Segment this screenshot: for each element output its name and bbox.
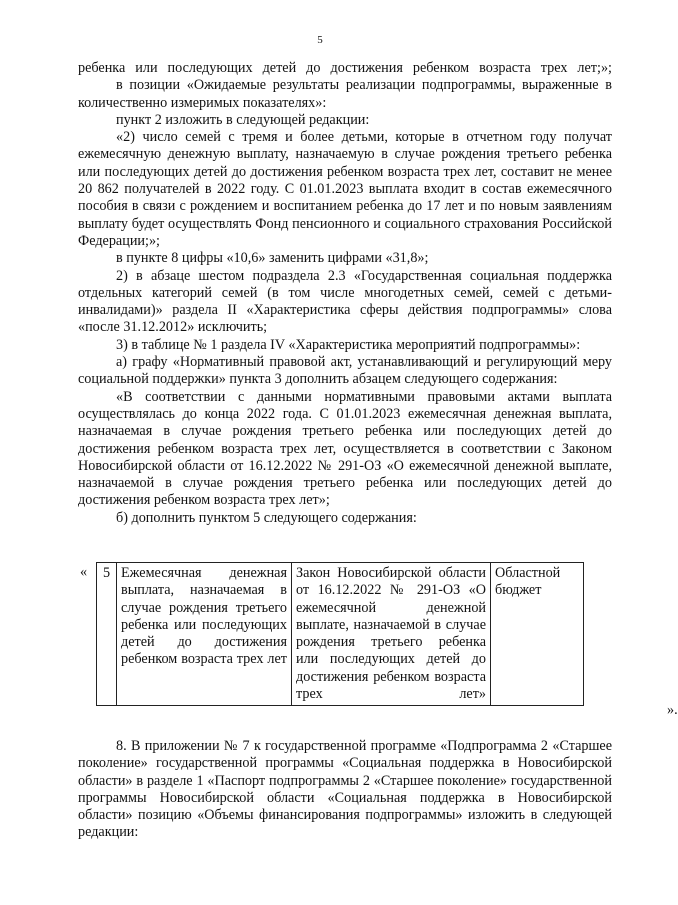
paragraph: а) графу «Нормативный правовой акт, устанавливающий и регулирующий меру социальной поддержки» пункта 3 дополнить абзацем следующего содержания: [78, 354, 612, 388]
law-text: Закон Новосибирской области от 16.12.2022 № 291-ОЗ «О ежемесячной денежной выплате, назначаемой в случае рождения третьего ребенка или последующих детей до достижения ребенком возраста трех лет» [296, 565, 486, 703]
paragraph: б) дополнить пунктом 5 следующего содержания: [116, 509, 417, 526]
table-cell-budget [491, 563, 584, 706]
paragraph: в пункте 8 цифры «10,6» заменить цифрами «31,8»; [116, 250, 429, 267]
measure-text: Ежемесячная денежная выплата, назначаемая в случае рождения третьего ребенка или последующих детей до достижения ребенком возраста трех лет [121, 565, 287, 668]
page-number: 5 [317, 34, 323, 46]
table-cell-number: 5 [97, 563, 117, 706]
table-close-quote: ». [667, 702, 678, 718]
paragraph: 3) в таблице № 1 раздела IV «Характеристика мероприятий подпрограммы»: [116, 336, 581, 353]
insert-table [96, 562, 584, 706]
paragraph: ребенка или последующих детей до достижения ребенком возраста трех лет;»; [78, 60, 612, 76]
paragraph: 2) в абзаце шестом подраздела 2.3 «Государственная социальная поддержка отдельных категорий семей (в том числе многодетных семей, семей с детьми-инвалидами)» раздела II «Характеристика сферы действия подпрограммы» слова «после 31.12.2012» исключить; [78, 267, 612, 336]
table-cell-law [292, 563, 491, 706]
paragraph: «2) число семей с тремя и более детьми, которые в отчетном году получат ежемесячную денежную выплату, назначаемую в случае рождения третьего ребенка или последующих детей до достижения ребенком возраста трех лет, составит не менее 20 862 получателей в 2022 году. С 01.01.2023 выплата входит в состав ежемесячного пособия в связи с рождением и воспитанием ребенка до 17 лет и по новым заявлениям выплату будет осуществлять Фонд пенсионного и социального страхования Российской Федерации;»; [78, 129, 612, 249]
insert-table-block [78, 562, 678, 722]
table-row [97, 563, 584, 706]
paragraph: «В соответствии с данными нормативными правовыми актами выплата осуществлялась до конца 2022 года. С 01.01.2023 ежемесячная денежная выплата, назначаемая в случае рождения третьего ребенка или последующих детей до достижения ребенком возраста трех лет, осуществляется в соответствии с Законом Новосибирской области от 16.12.2022 № 291-ОЗ «О ежемесячной денежной выплате, назначаемой в случае рождения третьего ребенка или последующих детей до достижения ребенком возраста трех лет»; [78, 388, 612, 509]
budget-text: Областной бюджет [495, 565, 561, 599]
table-cell-measure [117, 563, 292, 706]
table-open-quote: « [80, 564, 88, 580]
after-table-section [78, 738, 612, 842]
paragraph: пункт 2 изложить в следующей редакции: [116, 111, 370, 128]
paragraph: в позиции «Ожидаемые результаты реализации подпрограммы, выраженные в количественно измеримых показателях»: [78, 77, 612, 111]
document-body [78, 60, 612, 527]
paragraph-item-8: 8. В приложении № 7 к государственной программе «Подпрограмма 2 «Старшее поколение» государственной программы «Социальная поддержка в Новосибирской области» в разделе 1 «Паспорт подпрограммы 2 «Старшее поколение» государственной программы Новосибирской области «Социальная поддержка в Новосибирской области» позицию «Объемы финансирования подпрограммы» изложить в следующей редакции: [78, 738, 612, 841]
